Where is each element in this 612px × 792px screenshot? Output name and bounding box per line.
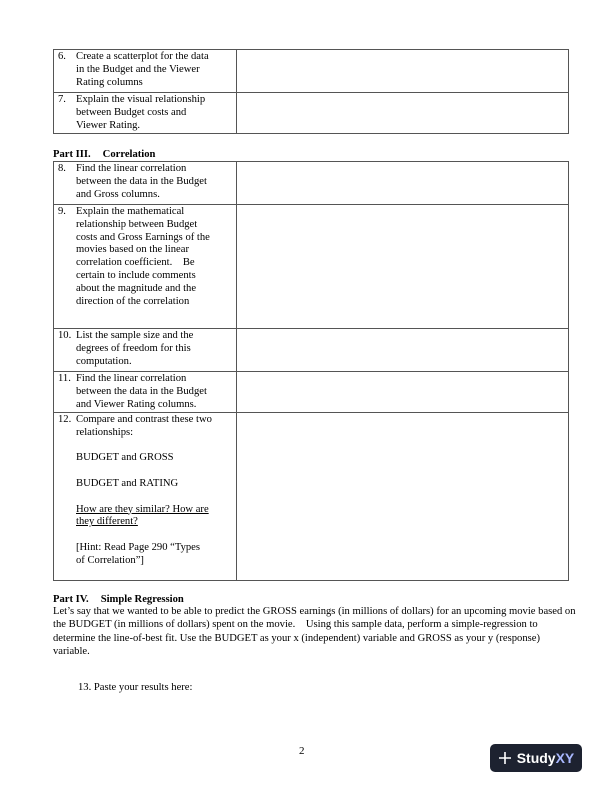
questions-table-part3 [53, 161, 569, 581]
question-number: 8. [58, 163, 66, 174]
question-text: costs and Gross Earnings of the [76, 231, 210, 243]
question-cell [54, 413, 237, 581]
question-number: 10. [58, 330, 72, 341]
question-row-9 [54, 205, 569, 329]
question-text: about the magnitude and the [76, 282, 197, 294]
question-text: between the data in the Budget [76, 175, 207, 187]
question-text: How are they similar? How are [76, 503, 209, 515]
part3-heading: Part III. Correlation [53, 149, 156, 160]
question-text: Rating columns [76, 76, 143, 88]
question-cell [54, 162, 237, 205]
answer-cell-11[interactable] [237, 372, 569, 413]
answer-cell-9[interactable] [237, 205, 569, 329]
question-text: computation. [76, 355, 132, 367]
question-text: of Correlation”] [76, 554, 144, 566]
question-row-12 [54, 413, 569, 581]
answer-cell-10[interactable] [237, 329, 569, 372]
part4-paragraph: Let’s say that we wanted to be able to predict the GROSS earnings (in millions of dollars) for an upcoming movie based on the BUDGET (in millions of dollars) spent on the movie. Using this sample data, perform a simple-regression to determine the line-of-best fit. Use the BUDGET as your x (independent) variable and GROSS as your y (response) variable. [53, 606, 579, 658]
question-text: Explain the visual relationship [76, 94, 206, 105]
question-cell [54, 93, 237, 134]
question-text: between the data in the Budget [76, 385, 207, 397]
question-cell [54, 329, 237, 372]
question-text: [Hint: Read Page 290 “Types [76, 541, 201, 553]
question-row-11 [54, 372, 569, 413]
question-text: degrees of freedom for this [76, 342, 191, 354]
plus-icon [498, 751, 512, 765]
question-text: Viewer Rating. [76, 119, 141, 131]
question-cell [54, 205, 237, 329]
question-row-8 [54, 162, 569, 205]
answer-cell-8[interactable] [237, 162, 569, 205]
question-13: 13. Paste your results here: [78, 682, 193, 693]
question-text: they different? [76, 516, 138, 528]
question-number: 6. [58, 51, 66, 62]
question-text: certain to include comments [76, 269, 196, 281]
question-text: Compare and contrast these two [76, 414, 212, 425]
question-row-10 [54, 329, 569, 372]
question-text: correlation coefficient. Be [76, 257, 195, 269]
logo-brand-text: Study [516, 750, 556, 766]
question-text: List the sample size and the [76, 330, 194, 341]
studyxy-logo [490, 744, 582, 772]
question-text: Explain the mathematical [76, 206, 185, 217]
question-number: 9. [58, 206, 66, 217]
answer-cell-6[interactable] [237, 50, 569, 93]
question-text: between Budget costs and [76, 106, 187, 118]
question-row-7 [54, 93, 569, 134]
questions-table-part2 [53, 49, 569, 134]
page-number: 2 [299, 745, 305, 757]
part4-heading: Part IV. Simple Regression [53, 594, 184, 605]
question-text: and Viewer Rating columns. [76, 398, 197, 410]
question-row-6 [54, 50, 569, 93]
question-text: BUDGET and GROSS [76, 452, 174, 464]
question-cell [54, 50, 237, 93]
question-text: BUDGET and RATING [76, 477, 179, 489]
question-text: and Gross columns. [76, 188, 160, 200]
question-text: in the Budget and the Viewer [76, 63, 200, 75]
question-number: 11. [58, 373, 71, 384]
answer-cell-7[interactable] [237, 93, 569, 134]
question-text: Find the linear correlation [76, 163, 187, 174]
question-text: relationships: [76, 426, 134, 438]
answer-cell-12[interactable] [237, 413, 569, 581]
question-cell [54, 372, 237, 413]
question-text: movies based on the linear [76, 244, 189, 256]
question-text: Create a scatterplot for the data [76, 51, 209, 62]
question-text: direction of the correlation [76, 295, 190, 307]
logo-brand-accent: XY [555, 750, 575, 766]
question-text: Find the linear correlation [76, 373, 187, 384]
question-number: 12. [58, 414, 72, 425]
question-text: relationship between Budget [76, 218, 198, 230]
question-number: 7. [58, 94, 66, 105]
